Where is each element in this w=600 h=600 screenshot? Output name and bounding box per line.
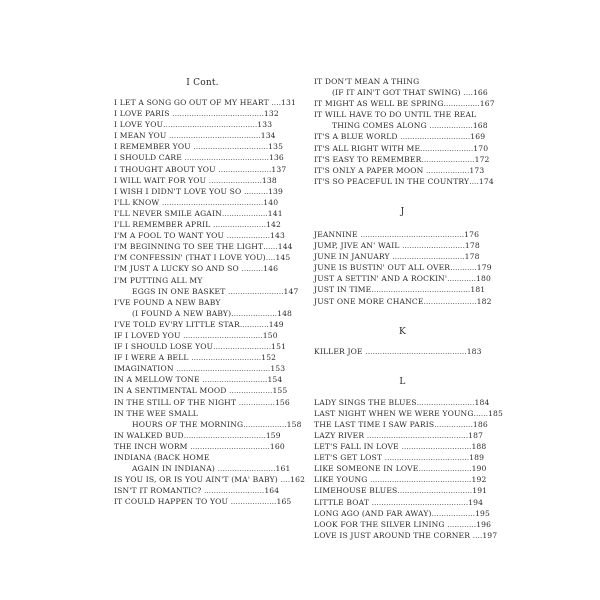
entry-title: I'M JUST A LUCKY SO AND SO xyxy=(114,264,242,274)
entry-title: LAST NIGHT WHEN WE WERE YOUNG xyxy=(314,408,474,418)
page-number: 147 xyxy=(283,286,299,296)
index-entry xyxy=(314,346,491,357)
page-number: 170 xyxy=(473,143,489,153)
entry-title: I'M BEGINNING TO SEE THE LIGHT xyxy=(114,242,264,252)
index-entry xyxy=(114,197,291,208)
index-entry xyxy=(314,485,491,496)
entry-title: (I FOUND A NEW BABY) xyxy=(132,308,232,318)
entry-title: LAZY RIVER xyxy=(314,430,367,440)
entry-title: LET'S GET LOST xyxy=(314,453,385,463)
dot-leader: .................. xyxy=(243,419,287,429)
page-number: 180 xyxy=(476,274,491,284)
entry-title: LET'S FALL IN LOVE xyxy=(314,442,402,452)
dot-leader: ................ xyxy=(434,419,473,429)
dot-leader: ................... xyxy=(221,208,268,218)
index-entry xyxy=(314,176,494,187)
page-number: 146 xyxy=(263,264,279,274)
index-entry xyxy=(114,397,291,408)
page-number: 148 xyxy=(277,308,293,318)
entry-title: I WILL WAIT FOR YOU xyxy=(114,175,209,185)
index-entry xyxy=(114,252,291,263)
dot-leader: ........................................... xyxy=(360,229,465,239)
dot-leader: ........................ xyxy=(217,464,276,474)
dot-leader: ...................... xyxy=(418,464,472,474)
index-entry xyxy=(314,154,491,165)
entry-title: I MEAN YOU xyxy=(114,131,169,141)
dot-leader: .......... xyxy=(243,186,269,196)
dot-leader: ...................... xyxy=(208,175,262,185)
page-number: 182 xyxy=(476,296,492,306)
entry-title: I WISH I DIDN'T LOVE YOU SO xyxy=(114,186,244,196)
page-number: 178 xyxy=(464,252,480,262)
page-number: 144 xyxy=(277,242,293,252)
dot-leader: .... xyxy=(271,98,282,107)
entry-title: INDIANA (BACK HOME xyxy=(114,453,210,462)
index-entry xyxy=(314,262,491,273)
index-entry xyxy=(314,120,491,131)
entry-title: IF I LOVED YOU xyxy=(114,330,184,340)
entry-title: I'M CONFESSIN' (THAT I LOVE YOU) xyxy=(114,253,266,263)
index-entry xyxy=(314,131,491,142)
dot-leader: ............................. xyxy=(401,442,472,452)
entry-title: IT DON'T MEAN A THING xyxy=(314,77,420,86)
entry-title: IT WILL HAVE TO DO UNTIL THE REAL xyxy=(314,110,477,120)
dot-leader: ........................ xyxy=(416,397,475,407)
index-entry xyxy=(314,143,491,154)
entry-title: JUST A SETTIN' AND A ROCKIN' xyxy=(314,274,448,284)
page-number: 145 xyxy=(275,253,291,263)
entry-title: ISN'T IT ROMANTIC? xyxy=(114,486,204,496)
page-number: 186 xyxy=(472,419,488,429)
entry-title: I LOVE PARIS xyxy=(114,109,173,119)
dot-leader: ............................. xyxy=(400,132,471,142)
entry-list-i xyxy=(114,97,306,507)
entry-title: I'M PUTTING ALL MY xyxy=(114,275,203,285)
dot-leader: .................. xyxy=(226,231,271,241)
entry-title: IF I WERE A BELL xyxy=(114,353,192,363)
entry-title: JUNE IS BUSTIN' OUT ALL OVER xyxy=(314,263,451,273)
page-number: 131 xyxy=(281,98,296,107)
dot-leader: ................... xyxy=(231,308,278,318)
page-number: 155 xyxy=(272,386,288,396)
index-entry xyxy=(314,463,491,474)
entry-title: IN A MELLOW TONE xyxy=(114,375,203,385)
page-number: 135 xyxy=(268,142,284,152)
index-entry xyxy=(114,352,291,363)
index-entry xyxy=(314,519,491,530)
page-number: 140 xyxy=(263,197,279,207)
entry-title: I'VE FOUND A NEW BABY xyxy=(114,297,221,307)
index-entry xyxy=(314,98,495,109)
page-number: 132 xyxy=(263,109,279,119)
page-number: 153 xyxy=(270,364,286,374)
entry-title: I'VE TOLD EV'RY LITTLE STAR xyxy=(114,319,240,329)
dot-leader: ...................... xyxy=(212,220,267,230)
section-heading-j: J xyxy=(400,206,405,217)
entry-title: I THOUGHT ABOUT YOU xyxy=(114,164,219,174)
entry-title: I LET A SONG GO OUT OF MY HEART xyxy=(114,98,272,107)
index-entry xyxy=(114,297,291,308)
index-entry xyxy=(114,452,291,463)
entry-title: IN THE STILL OF THE NIGHT xyxy=(114,397,239,407)
dot-leader: ............ xyxy=(447,274,477,284)
dot-leader: ................................... xyxy=(184,153,269,163)
dot-leader: .................. xyxy=(229,386,273,396)
dot-leader: ........................................ xyxy=(371,497,469,507)
page-number: 197 xyxy=(482,530,498,540)
dot-leader: .................. xyxy=(431,508,476,518)
page-number: 188 xyxy=(471,442,487,452)
entry-title: I REMEMBER YOU xyxy=(114,142,194,152)
entry-title: IN THE WEE SMALL xyxy=(114,408,198,418)
dot-leader: ...................... xyxy=(218,164,272,174)
entry-title: I'LL REMEMBER APRIL xyxy=(114,220,213,230)
entry-title: IT'S SO PEACEFUL IN THE COUNTRY xyxy=(314,176,470,186)
index-entry xyxy=(314,530,498,541)
entry-title: LIMEHOUSE BLUES xyxy=(314,486,398,496)
entry-title: THING COMES ALONG xyxy=(332,121,430,131)
page-number: 181 xyxy=(470,285,486,295)
page-number: 167 xyxy=(479,99,495,109)
entry-title: JUST IN TIME xyxy=(314,285,372,295)
page-number: 138 xyxy=(261,175,277,185)
entry-title: LIKE YOUNG xyxy=(314,475,371,485)
entry-title: AGAIN IN INDIANA) xyxy=(132,464,218,474)
dot-leader: ............ xyxy=(239,319,269,329)
index-entry xyxy=(114,186,291,197)
page-number: 158 xyxy=(286,419,302,429)
dot-leader: ............... xyxy=(443,99,480,109)
index-entry xyxy=(314,109,491,120)
index-entry xyxy=(114,119,291,130)
index-entry xyxy=(114,108,291,119)
page-number: 166 xyxy=(472,88,488,98)
index-entry xyxy=(114,485,291,496)
page-number: 185 xyxy=(488,408,503,418)
entry-title: JUST ONE MORE CHANCE xyxy=(314,296,424,306)
page-number: 152 xyxy=(261,353,277,363)
dot-leader: ........... xyxy=(450,263,477,273)
dot-leader: ....................... xyxy=(228,286,284,296)
dot-leader: ....................................... xyxy=(176,364,271,374)
page-number: 143 xyxy=(270,231,285,241)
entry-title: I'LL NEVER SMILE AGAIN xyxy=(114,208,222,218)
page-number: 196 xyxy=(476,519,492,529)
page-number: 151 xyxy=(271,342,287,352)
index-entry xyxy=(314,408,503,419)
entry-title: JUNE IN JANUARY xyxy=(314,252,393,262)
entry-title: HOURS OF THE MORNING xyxy=(132,419,244,429)
page-number: 136 xyxy=(268,153,284,163)
index-entry xyxy=(114,208,291,219)
entry-list-it xyxy=(314,76,495,187)
index-entry xyxy=(114,286,299,297)
dot-leader: ......................... xyxy=(203,486,265,496)
index-entry xyxy=(114,496,291,507)
page-number: 141 xyxy=(267,208,283,218)
entry-title: IF I SHOULD LOSE YOU xyxy=(114,342,214,352)
page-number: 192 xyxy=(471,475,487,485)
index-entry xyxy=(114,175,291,186)
page-number: 190 xyxy=(471,464,487,474)
dot-leader: ...................................... xyxy=(168,131,261,141)
dot-leader: ....................................... xyxy=(163,120,258,130)
entry-list-k xyxy=(314,346,491,357)
entry-title: IT'S ALL RIGHT WITH ME xyxy=(314,143,421,153)
page-number: 195 xyxy=(475,508,491,518)
dot-leader: ........................ xyxy=(213,342,272,352)
index-entry xyxy=(314,76,491,87)
entry-title: THE INCH WORM xyxy=(114,441,191,451)
dot-leader: ...................... xyxy=(421,154,475,164)
page-number: 174 xyxy=(478,176,494,186)
entry-title: IT'S EASY TO REMEMBER xyxy=(314,154,422,164)
entry-title: IS YOU IS, OR IS YOU AIN'T (MA' BABY) xyxy=(114,475,281,485)
dot-leader: ........................... xyxy=(202,375,268,385)
index-entry xyxy=(314,397,491,408)
page-number: 173 xyxy=(469,165,485,175)
dot-leader: ...... xyxy=(473,408,489,418)
entry-list-j xyxy=(314,229,491,307)
index-entry xyxy=(114,441,291,452)
entry-title: IT'S A BLUE WORLD xyxy=(314,132,401,142)
entry-title: IN A SENTIMENTAL MOOD xyxy=(114,386,229,396)
index-entry xyxy=(114,164,291,175)
index-column-left xyxy=(114,0,306,507)
index-entry xyxy=(314,497,491,508)
dot-leader: .................................. xyxy=(183,430,266,440)
dot-leader: ...... xyxy=(263,242,278,252)
index-entry xyxy=(314,273,491,284)
dot-leader: ......... xyxy=(241,264,264,274)
dot-leader: ................................... xyxy=(384,453,470,463)
entry-title: LITTLE BOAT xyxy=(314,497,372,507)
page-number: 137 xyxy=(271,164,287,174)
dot-leader: .......................................... xyxy=(365,346,467,356)
page-number: 156 xyxy=(274,397,290,407)
dot-leader: .... xyxy=(472,530,483,540)
index-entry xyxy=(114,408,291,419)
entry-title: JUMP, JIVE AN' WAIL xyxy=(314,241,403,251)
entry-title: I'M A FOOL TO WANT YOU xyxy=(114,231,227,241)
entry-title: KILLER JOE xyxy=(314,346,366,356)
entry-title: IMAGINATION xyxy=(114,364,177,374)
entry-title: EGGS IN ONE BASKET xyxy=(132,286,228,296)
index-entry xyxy=(314,474,491,485)
index-entry xyxy=(114,385,291,396)
page-number: 189 xyxy=(469,453,485,463)
dot-leader: ............... xyxy=(238,397,275,407)
dot-leader: .......................................... xyxy=(161,197,264,207)
entry-list-l xyxy=(314,397,503,541)
dot-leader: .............................. xyxy=(392,252,465,262)
index-entry xyxy=(314,240,491,251)
dot-leader: .......................... xyxy=(402,241,465,251)
page-number: 176 xyxy=(464,229,480,239)
page-number: 194 xyxy=(468,497,484,507)
page-number: 134 xyxy=(260,131,276,141)
entry-title: THE LAST TIME I SAW PARIS xyxy=(314,419,435,429)
index-entry xyxy=(114,330,291,341)
dot-leader: .... xyxy=(469,176,479,186)
page-number: 184 xyxy=(474,397,490,407)
entry-title: IT'S ONLY A PAPER MOON xyxy=(314,165,426,175)
page-number: 164 xyxy=(264,486,280,496)
page-number: 162 xyxy=(290,475,306,485)
index-entry xyxy=(114,363,291,374)
page-number: 168 xyxy=(472,121,488,131)
index-entry xyxy=(114,130,291,141)
dot-leader: ...................... xyxy=(420,143,474,153)
dot-leader: .................. xyxy=(429,121,473,131)
index-entry xyxy=(114,97,296,108)
index-entry xyxy=(114,263,291,274)
index-entry xyxy=(114,219,291,230)
entry-title: LIKE SOMEONE IN LOVE xyxy=(314,464,419,474)
page-number: 142 xyxy=(266,220,282,230)
dot-leader: .................. xyxy=(425,165,470,175)
index-entry xyxy=(314,441,491,452)
page-number: 165 xyxy=(276,497,292,507)
entry-title: (IF IT AIN'T GOT THAT SWING) xyxy=(332,88,464,98)
entry-title: I SHOULD CARE xyxy=(114,153,185,163)
index-entry xyxy=(114,419,302,430)
page-number: 172 xyxy=(474,154,490,164)
page-number: 149 xyxy=(268,319,284,329)
dot-leader: ............................... xyxy=(397,486,473,496)
index-entry xyxy=(314,508,491,519)
page-number: 179 xyxy=(476,263,492,273)
index-entry xyxy=(114,230,291,241)
index-column-right xyxy=(314,0,503,541)
page-number: 154 xyxy=(267,375,283,385)
index-entry xyxy=(314,452,491,463)
page-number: 159 xyxy=(265,430,281,440)
dot-leader: ................................. xyxy=(190,441,270,451)
page-number: 133 xyxy=(257,120,273,130)
index-entry xyxy=(314,430,491,441)
index-entry xyxy=(314,229,491,240)
index-entry xyxy=(114,341,291,352)
entry-title: IT MIGHT AS WELL BE SPRING xyxy=(314,99,444,109)
dot-leader: .... xyxy=(265,253,276,263)
page-number: 161 xyxy=(275,464,291,474)
page-number: 187 xyxy=(468,430,484,440)
entry-title: I'LL KNOW xyxy=(114,197,162,207)
index-entry xyxy=(314,296,491,307)
dot-leader: ................... xyxy=(230,497,277,507)
dot-leader: ............ xyxy=(447,519,477,529)
page-number: 150 xyxy=(262,330,278,340)
entry-title: LOVE IS JUST AROUND THE CORNER xyxy=(314,530,473,540)
entry-title: I LOVE YOU xyxy=(114,120,164,130)
index-entry xyxy=(114,374,291,385)
dot-leader: .... xyxy=(280,475,291,485)
index-entry xyxy=(314,165,491,176)
index-entry xyxy=(114,463,291,474)
entry-title: LONG AGO (AND FAR AWAY) xyxy=(314,508,432,518)
dot-leader: ................................. xyxy=(183,330,263,340)
index-entry xyxy=(114,152,291,163)
dot-leader: ............................. xyxy=(191,353,262,363)
page-number: 178 xyxy=(464,241,480,251)
index-entry xyxy=(114,430,291,441)
index-entry xyxy=(314,87,491,98)
page-number: 160 xyxy=(269,441,285,451)
dot-leader: ......................................... xyxy=(371,285,471,295)
dot-leader: .... xyxy=(463,88,473,98)
index-entry xyxy=(314,284,491,295)
entry-title: IT COULD HAPPEN TO YOU xyxy=(114,497,231,507)
page-number: 191 xyxy=(472,486,488,496)
index-entry xyxy=(114,319,291,330)
index-entry xyxy=(314,419,491,430)
index-entry xyxy=(314,251,491,262)
dot-leader: .......................................... xyxy=(370,475,472,485)
index-entry xyxy=(114,308,291,319)
index-entry xyxy=(114,474,306,485)
dot-leader: ............................... xyxy=(193,142,269,152)
index-entry xyxy=(114,275,291,286)
page-number: 169 xyxy=(470,132,486,142)
entry-title: LADY SINGS THE BLUES xyxy=(314,397,417,407)
page-number: 139 xyxy=(268,186,284,196)
entry-title: LOOK FOR THE SILVER LINING xyxy=(314,519,448,529)
index-entry xyxy=(114,241,291,252)
section-heading-i-cont: I Cont. xyxy=(186,78,219,88)
section-heading-k: K xyxy=(399,326,406,337)
index-entry xyxy=(114,141,291,152)
section-heading-l: L xyxy=(399,376,406,387)
dot-leader: ...................................... xyxy=(172,109,264,119)
entry-title: IN WALKED BUD xyxy=(114,430,184,440)
dot-leader: .......................................... xyxy=(366,430,469,440)
entry-title: JEANNINE xyxy=(314,229,361,239)
dot-leader: ...................... xyxy=(423,296,477,306)
page-number: 183 xyxy=(466,346,482,356)
